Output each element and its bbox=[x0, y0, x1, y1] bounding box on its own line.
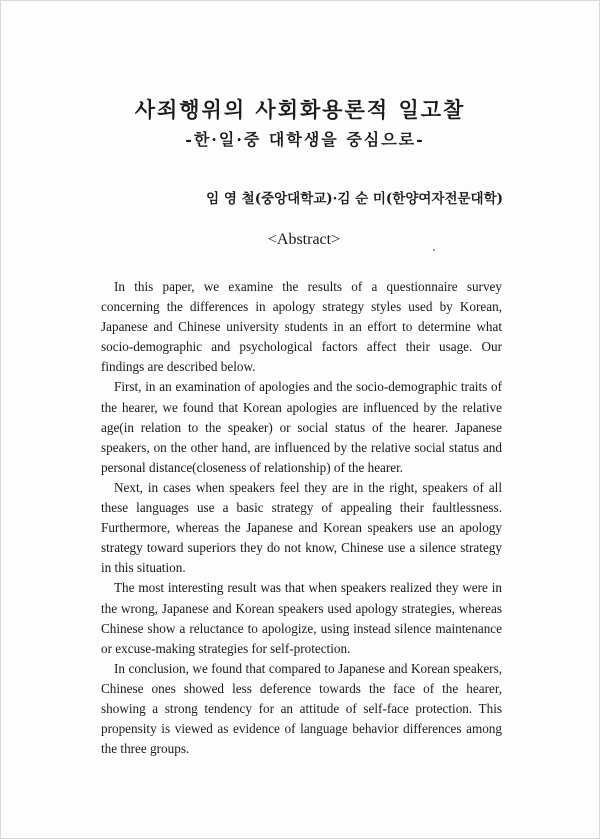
paper-title: 사죄행위의 사회화용론적 일고찰 bbox=[134, 97, 466, 122]
abstract-paragraph-1: In this paper, we examine the results of a questionnaire survey concerning the differences in apology strategy styles used by Korean, Japanese and Chinese university students in an effort to determine what socio-demographic and psychological factors affect their usage. Our findings are described below. bbox=[101, 279, 502, 375]
abstract-paragraph-2: First, in an examination of apologies and the socio-demographic traits of the hearer, we found that Korean apologies are influenced by the relative age(in relation to the speaker) or social status of the hearer. Japanese speakers, on the other hand, are influenced by the relative social status and personal distance(closeness of relationship) of the hearer. bbox=[101, 379, 502, 475]
abstract-body bbox=[101, 277, 502, 759]
abstract-heading: <Abstract> bbox=[267, 231, 341, 248]
author-line: 임 영 철(중앙대학교)·김 순 미(한양여자전문대학) bbox=[206, 191, 503, 207]
abstract-paragraph-3: Next, in cases when speakers feel they are in the right, speakers of all these languages use a basic strategy of appealing their faultlessness. Furthermore, whereas the Japanese and Korean speakers use an apology strategy toward superiors they do not know, Chinese use a silence strategy in this situation. bbox=[101, 479, 502, 576]
scan-speck bbox=[433, 249, 435, 251]
abstract-paragraph-5: In conclusion, we found that compared to Japanese and Korean speakers, Chinese ones showed less deference towards the face of the hearer, showing a strong tendency for an attitude of self-face protection. This propensity is viewed as evidence of language behavior differences among the three groups. bbox=[101, 660, 502, 757]
abstract-paragraph-4: The most interesting result was that when speakers realized they were in the wrong, Japanese and Korean speakers used apology strategies, whereas Chinese show a reluctance to apologize, using instead silence maintenance or excuse-making strategies for self-protection. bbox=[101, 580, 502, 656]
paper-subtitle: -한·일·중 대학생을 중심으로- bbox=[185, 130, 425, 149]
